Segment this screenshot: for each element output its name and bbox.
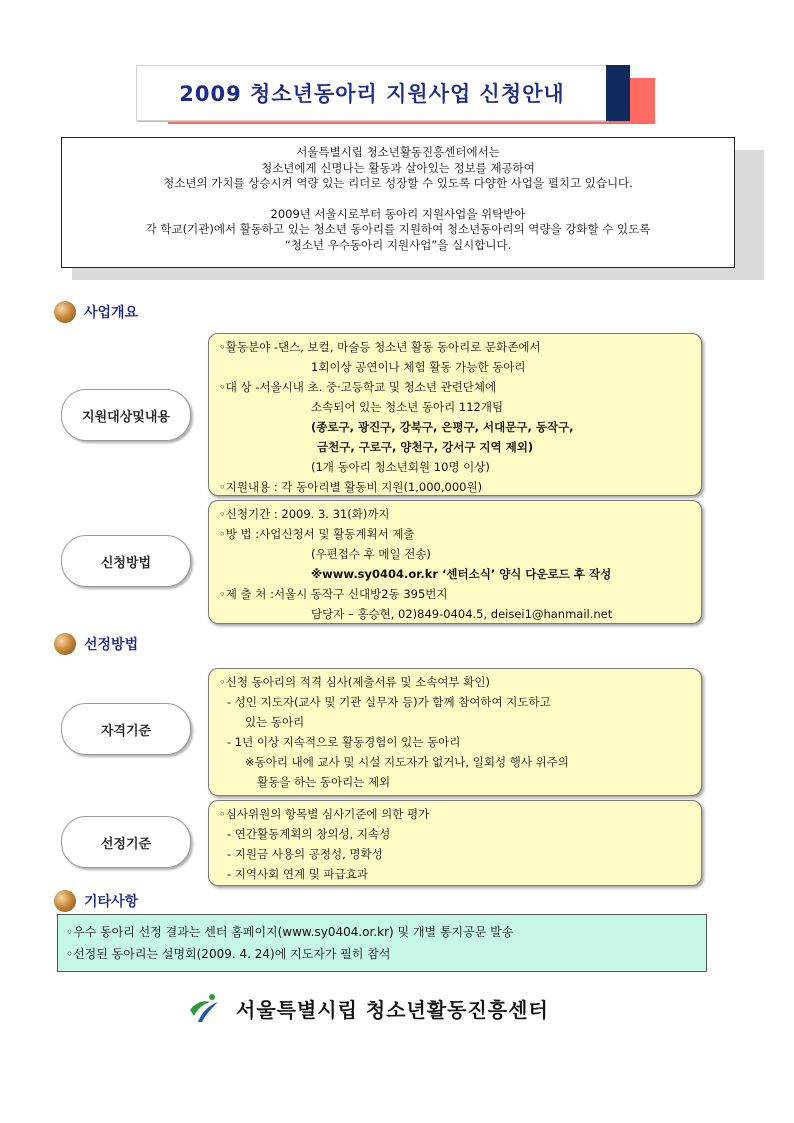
bullet-ball-icon	[54, 890, 76, 912]
field-label: ◦활동분야 -	[219, 340, 279, 354]
qualification-text: ◦신청 동아리의 적격 심사(제출서류 및 소속여부 확인)	[219, 675, 490, 689]
qualification-note: ※동아리 내에 교사 및 시설 지도자가 없거나, 일회성 행사 위주의	[245, 755, 569, 769]
method-text: 사업신청서 및 활동계획서 제출	[259, 527, 415, 541]
center-logo-icon	[186, 992, 222, 1024]
category-apply-method	[61, 535, 191, 587]
intro-box	[61, 137, 735, 268]
qualification-text: - 1년 이상 지속적으로 활동경험이 있는 동아리	[227, 735, 461, 749]
category-support-target	[61, 389, 191, 441]
section-title: 사업개요	[84, 305, 139, 321]
download-note: ※www.sy0404.or.kr ‘센터소식’ 양식 다운로드 후 작성	[311, 567, 612, 581]
method-label: ◦방 법 :	[219, 527, 260, 541]
field-text: 댄스, 보컬, 마술등 청소년 활동 동아리로 문화존에서	[278, 340, 541, 354]
etc-text: ◦우수 동아리 선정 결과는 센터 홈페이지(www.sy0404.or.kr) 및 개별 통지공문 발송	[66, 925, 514, 939]
support-amount: ◦지원내용 : 각 동아리별 활동비 지원(1,000,000원)	[219, 480, 483, 494]
section-header-etc	[54, 890, 138, 912]
qualification-text: - 성인 지도자(교사 및 기관 실무자 등)가 함께 참여하여 지도하고	[227, 695, 551, 709]
target-text: 소속되어 있는 청소년 동아리 112개팀	[311, 400, 504, 414]
target-label: ◦대 상 -	[219, 380, 260, 394]
title-accent-bar	[606, 65, 630, 121]
apply-period: ◦신청기간 : 2009. 3. 31(화)까지	[219, 507, 390, 521]
submit-label: ◦제 출 처 :	[219, 587, 274, 601]
criteria-text: ◦심사위원의 항목별 심사기준에 의한 평가	[219, 807, 430, 821]
intro-line: 서울특별시립 청소년활동진흥센터에서는	[296, 145, 500, 159]
contact-info: 담당자 – 홍승현, 02)849-0404.5, deisei1@hanmail.net	[311, 607, 613, 621]
category-label: 지원대상및내용	[82, 409, 170, 425]
category-label: 선정기준	[100, 836, 152, 852]
qualification-note: 활동을 하는 동아리는 제외	[257, 775, 391, 789]
criteria-text: - 지역사회 연계 및 파급효과	[227, 867, 368, 881]
etc-text: ◦선정된 동아리는 설명회(2009. 4. 24)에 지도자가 필히 참석	[66, 947, 391, 961]
title-banner	[136, 65, 608, 121]
method-text: (우편접수 후 메일 전송)	[311, 547, 431, 561]
section-header-selection	[54, 633, 138, 655]
bullet-ball-icon	[54, 633, 76, 655]
qualification-content-box	[208, 668, 702, 796]
field-text: 1회이상 공연이나 체험 활동 가능한 동아리	[311, 360, 526, 374]
criteria-content-box	[208, 800, 702, 886]
criteria-text: - 연간활동계획의 창의성, 지속성	[227, 827, 391, 841]
organization-name: 서울특별시립 청소년활동진흥센터	[236, 997, 549, 1022]
page-title: 2009 청소년동아리 지원사업 신청안내	[179, 82, 565, 106]
intro-line: 각 학교(기관)에서 활동하고 있는 청소년 동아리를 지원하여 청소년동아리의 역량을 강화할 수 있도록	[145, 222, 651, 236]
intro-line: 2009년 서울시로부터 동아리 지원사업을 위탁받아	[270, 206, 526, 221]
category-qualification	[61, 703, 191, 755]
footer	[186, 992, 549, 1024]
excluded-districts: (종로구, 광진구, 강북구, 은평구, 서대문구, 동작구,	[311, 420, 574, 434]
section-header-overview	[54, 301, 138, 323]
category-label: 자격기준	[100, 723, 152, 739]
section-title: 선정방법	[84, 637, 139, 653]
apply-content-box	[208, 500, 702, 624]
etc-content-box	[57, 914, 707, 972]
criteria-text: - 지원금 사용의 공정성, 명확성	[227, 847, 383, 861]
intro-line: 청소년에게 신명나는 활동과 살아있는 정보를 제공하여	[261, 160, 535, 175]
bullet-ball-icon	[54, 301, 76, 323]
support-content-box	[208, 333, 702, 496]
excluded-districts: 금천구, 구로구, 양천구, 강서구 지역 제외)	[317, 440, 534, 454]
section-title: 기타사항	[84, 894, 139, 910]
qualification-text: 있는 동아리	[245, 715, 305, 729]
submit-address: 서울시 동작구 신대방2동 395번지	[273, 587, 448, 601]
category-criteria	[61, 816, 191, 868]
target-text: 서울시내 초. 중·고등학교 및 청소년 관련단체에	[259, 380, 497, 394]
intro-line: 청소년의 가치를 상승시켜 역량 있는 리더로 성장할 수 있도록 다양한 사업을 펼치고 있습니다.	[163, 176, 633, 190]
intro-line: “청소년 우수동아리 지원사업”을 실시합니다.	[284, 237, 512, 252]
member-requirement: (1개 동아리 청소년회원 10명 이상)	[311, 460, 490, 474]
category-label: 신청방법	[100, 555, 152, 571]
